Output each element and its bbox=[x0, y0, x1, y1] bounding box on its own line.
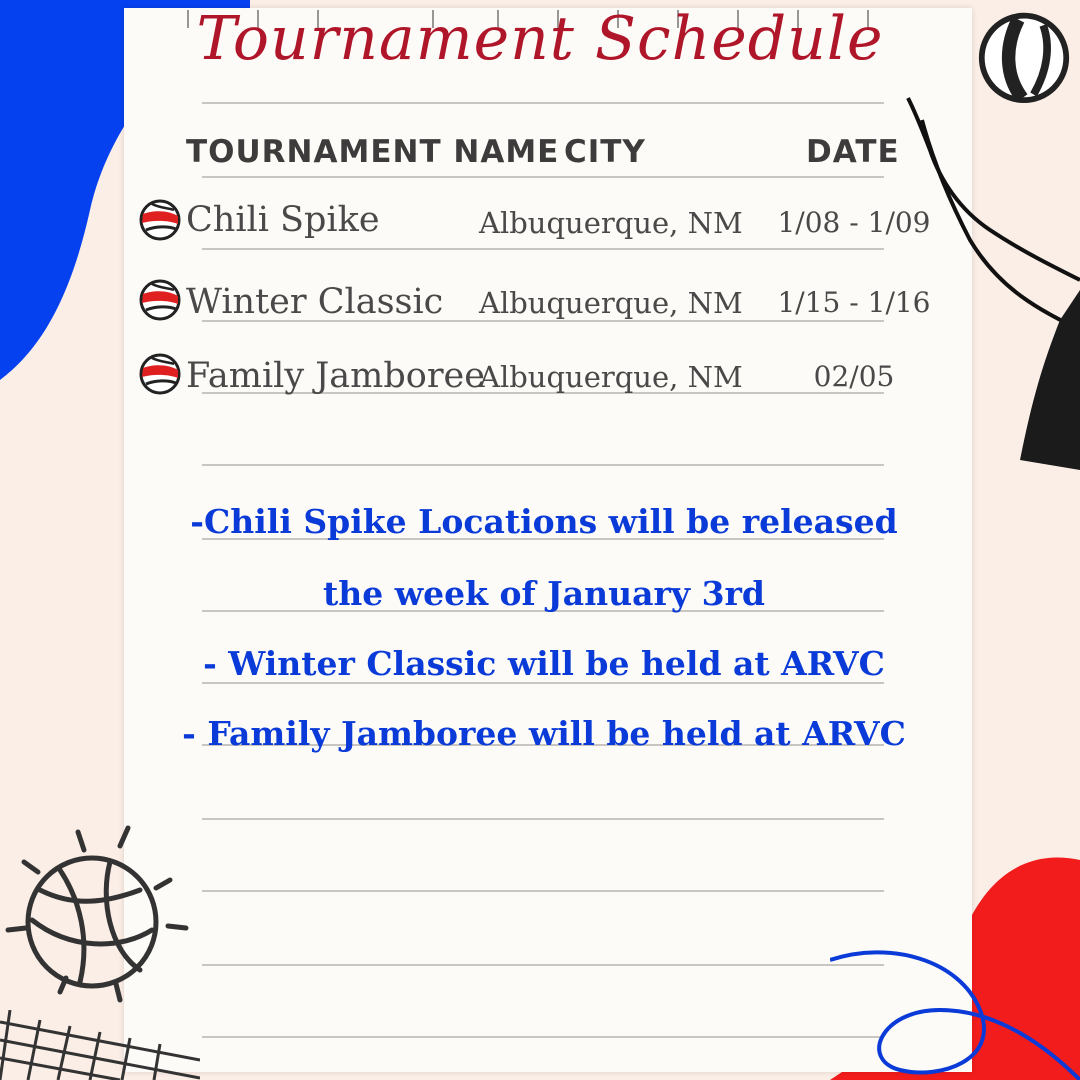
paper-rule bbox=[202, 176, 884, 178]
header-city: CITY bbox=[564, 134, 646, 170]
table-row-name: Chili Spike bbox=[186, 200, 380, 240]
note-line: the week of January 3rd bbox=[322, 574, 765, 613]
table-row-date: 1/08 - 1/09 bbox=[777, 206, 931, 239]
page-title: Tournament Schedule bbox=[196, 4, 884, 74]
volleyball-icon bbox=[138, 278, 182, 322]
paper-rule bbox=[202, 818, 884, 820]
paper-rule bbox=[202, 102, 884, 104]
volleyball-icon bbox=[138, 352, 182, 396]
volleyball-icon bbox=[138, 198, 182, 242]
paper-rule bbox=[202, 890, 884, 892]
note-line: - Winter Classic will be held at ARVC bbox=[203, 644, 885, 683]
paper-rule bbox=[202, 964, 884, 966]
table-row-date: 1/15 - 1/16 bbox=[777, 286, 931, 319]
note-line: -Chili Spike Locations will be released bbox=[190, 502, 898, 541]
paper-rule bbox=[202, 1036, 884, 1038]
paper-rule bbox=[202, 248, 884, 250]
header-tournament-name: TOURNAMENT NAME bbox=[186, 134, 560, 170]
note-line: - Family Jamboree will be held at ARVC bbox=[182, 714, 906, 753]
volleyball-net-icon bbox=[0, 1010, 200, 1080]
table-row-date: 02/05 bbox=[813, 360, 895, 393]
table-row-name: Winter Classic bbox=[186, 282, 444, 322]
volleyball-sketch-icon bbox=[0, 810, 200, 1010]
header-date: DATE bbox=[806, 134, 900, 170]
paper-rule bbox=[202, 464, 884, 466]
table-row-city: Albuquerque, NM bbox=[479, 286, 743, 320]
table-row-name: Family Jamboree bbox=[186, 356, 485, 396]
blue-scribble-icon bbox=[830, 940, 1080, 1080]
player-silhouette-icon bbox=[900, 90, 1080, 470]
table-row-city: Albuquerque, NM bbox=[479, 360, 743, 394]
table-row-city: Albuquerque, NM bbox=[479, 206, 743, 240]
